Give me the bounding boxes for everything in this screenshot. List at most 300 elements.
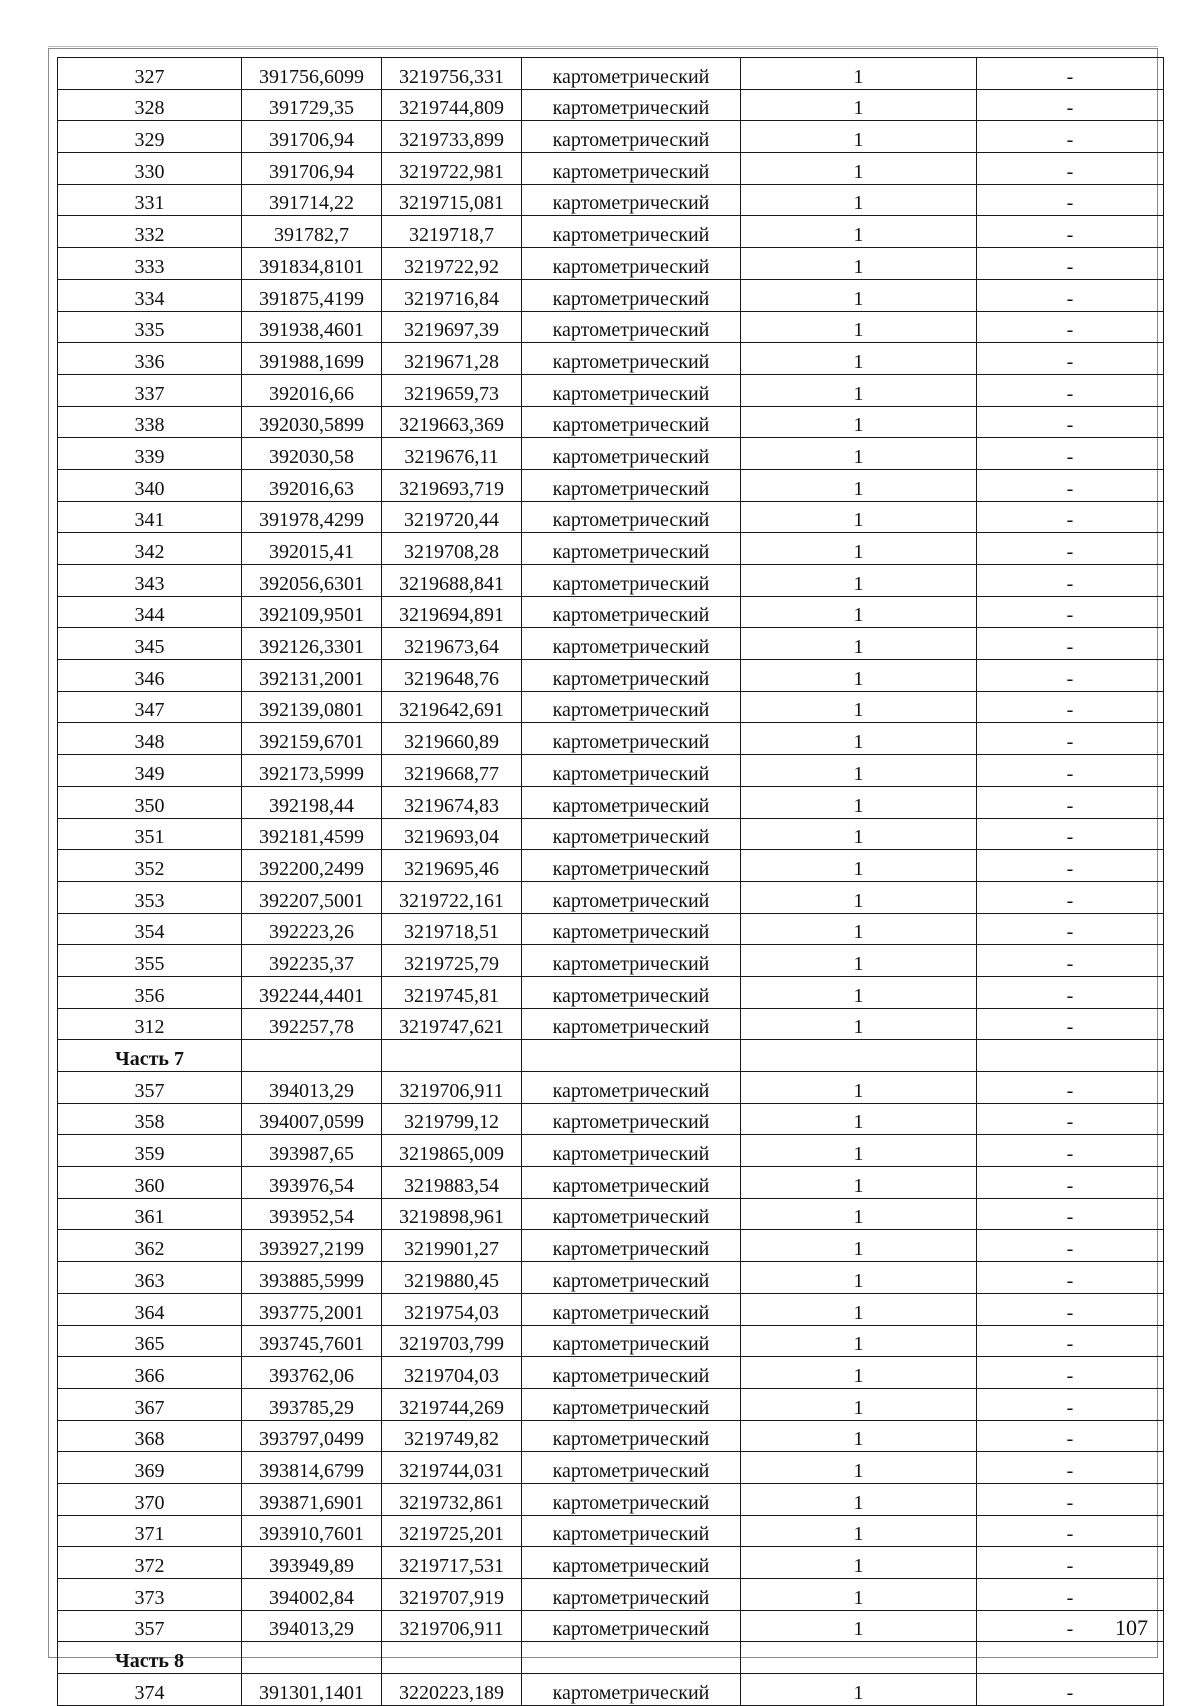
accuracy-cell: 1 bbox=[741, 279, 977, 311]
note-cell: - bbox=[977, 469, 1164, 501]
accuracy-cell: 1 bbox=[741, 1452, 977, 1484]
accuracy-cell: 1 bbox=[741, 755, 977, 787]
x-coordinate-cell: 392139,0801 bbox=[242, 691, 382, 723]
table-row bbox=[58, 1610, 1164, 1642]
note-cell: - bbox=[977, 279, 1164, 311]
note-cell: - bbox=[977, 1483, 1164, 1515]
method-cell: картометрический bbox=[522, 469, 741, 501]
y-coordinate-cell: 3219880,45 bbox=[382, 1262, 522, 1294]
method-cell: картометрический bbox=[522, 121, 741, 153]
x-coordinate-cell: 392244,4401 bbox=[242, 976, 382, 1008]
x-coordinate-cell: 392109,9501 bbox=[242, 596, 382, 628]
method-cell: картометрический bbox=[522, 374, 741, 406]
accuracy-cell: 1 bbox=[741, 565, 977, 597]
method-cell: картометрический bbox=[522, 311, 741, 343]
table-row bbox=[58, 58, 1164, 90]
table-row bbox=[58, 1452, 1164, 1484]
point-number-cell: 330 bbox=[58, 153, 242, 185]
point-number-cell: 339 bbox=[58, 438, 242, 470]
point-number-cell: 334 bbox=[58, 279, 242, 311]
note-cell: - bbox=[977, 1547, 1164, 1579]
y-coordinate-cell: 3219754,03 bbox=[382, 1293, 522, 1325]
empty-cell bbox=[242, 1642, 382, 1674]
y-coordinate-cell: 3219715,081 bbox=[382, 184, 522, 216]
method-cell: картометрический bbox=[522, 89, 741, 121]
y-coordinate-cell: 3219718,51 bbox=[382, 913, 522, 945]
accuracy-cell: 1 bbox=[741, 1357, 977, 1389]
method-cell: картометрический bbox=[522, 533, 741, 565]
y-coordinate-cell: 3219693,719 bbox=[382, 469, 522, 501]
method-cell: картометрический bbox=[522, 1388, 741, 1420]
y-coordinate-cell: 3219749,82 bbox=[382, 1420, 522, 1452]
y-coordinate-cell: 3219707,919 bbox=[382, 1579, 522, 1611]
note-cell: - bbox=[977, 58, 1164, 90]
x-coordinate-cell: 392016,66 bbox=[242, 374, 382, 406]
method-cell: картометрический bbox=[522, 343, 741, 375]
table-row bbox=[58, 818, 1164, 850]
x-coordinate-cell: 391706,94 bbox=[242, 153, 382, 185]
point-number-cell: 354 bbox=[58, 913, 242, 945]
table-row bbox=[58, 628, 1164, 660]
point-number-cell: 364 bbox=[58, 1293, 242, 1325]
y-coordinate-cell: 3219704,03 bbox=[382, 1357, 522, 1389]
method-cell: картометрический bbox=[522, 1135, 741, 1167]
point-number-cell: 367 bbox=[58, 1388, 242, 1420]
point-number-cell: 359 bbox=[58, 1135, 242, 1167]
point-number-cell: 371 bbox=[58, 1515, 242, 1547]
x-coordinate-cell: 391714,22 bbox=[242, 184, 382, 216]
note-cell: - bbox=[977, 976, 1164, 1008]
point-number-cell: 343 bbox=[58, 565, 242, 597]
table-row bbox=[58, 1674, 1164, 1706]
point-number-cell: 362 bbox=[58, 1230, 242, 1262]
table-row bbox=[58, 248, 1164, 280]
table-row bbox=[58, 1293, 1164, 1325]
method-cell: картометрический bbox=[522, 501, 741, 533]
table-row bbox=[58, 1135, 1164, 1167]
note-cell: - bbox=[977, 343, 1164, 375]
method-cell: картометрический bbox=[522, 1674, 741, 1706]
accuracy-cell: 1 bbox=[741, 1547, 977, 1579]
y-coordinate-cell: 3219648,76 bbox=[382, 660, 522, 692]
note-cell: - bbox=[977, 216, 1164, 248]
x-coordinate-cell: 394002,84 bbox=[242, 1579, 382, 1611]
table-row bbox=[58, 311, 1164, 343]
note-cell: - bbox=[977, 945, 1164, 977]
note-cell: - bbox=[977, 1388, 1164, 1420]
point-number-cell: 340 bbox=[58, 469, 242, 501]
method-cell: картометрический bbox=[522, 1167, 741, 1199]
y-coordinate-cell: 3219642,691 bbox=[382, 691, 522, 723]
method-cell: картометрический bbox=[522, 1579, 741, 1611]
point-number-cell: 345 bbox=[58, 628, 242, 660]
method-cell: картометрический bbox=[522, 406, 741, 438]
note-cell: - bbox=[977, 1515, 1164, 1547]
accuracy-cell: 1 bbox=[741, 945, 977, 977]
note-cell: - bbox=[977, 121, 1164, 153]
y-coordinate-cell: 3219706,911 bbox=[382, 1072, 522, 1104]
table-row bbox=[58, 976, 1164, 1008]
y-coordinate-cell: 3219663,369 bbox=[382, 406, 522, 438]
y-coordinate-cell: 3219732,861 bbox=[382, 1483, 522, 1515]
point-number-cell: 365 bbox=[58, 1325, 242, 1357]
table-row bbox=[58, 755, 1164, 787]
empty-cell bbox=[741, 1040, 977, 1072]
note-cell: - bbox=[977, 1230, 1164, 1262]
table-row bbox=[58, 660, 1164, 692]
table-row bbox=[58, 1547, 1164, 1579]
method-cell: картометрический bbox=[522, 1515, 741, 1547]
accuracy-cell: 1 bbox=[741, 1515, 977, 1547]
method-cell: картометрический bbox=[522, 184, 741, 216]
point-number-cell: 356 bbox=[58, 976, 242, 1008]
x-coordinate-cell: 391834,8101 bbox=[242, 248, 382, 280]
x-coordinate-cell: 391875,4199 bbox=[242, 279, 382, 311]
table-row bbox=[58, 723, 1164, 755]
note-cell: - bbox=[977, 311, 1164, 343]
table-row bbox=[58, 438, 1164, 470]
note-cell: - bbox=[977, 850, 1164, 882]
point-number-cell: 347 bbox=[58, 691, 242, 723]
x-coordinate-cell: 392207,5001 bbox=[242, 881, 382, 913]
y-coordinate-cell: 3219717,531 bbox=[382, 1547, 522, 1579]
x-coordinate-cell: 391988,1699 bbox=[242, 343, 382, 375]
x-coordinate-cell: 391729,35 bbox=[242, 89, 382, 121]
table-row bbox=[58, 501, 1164, 533]
y-coordinate-cell: 3219695,46 bbox=[382, 850, 522, 882]
y-coordinate-cell: 3219865,009 bbox=[382, 1135, 522, 1167]
y-coordinate-cell: 3219706,911 bbox=[382, 1610, 522, 1642]
y-coordinate-cell: 3219693,04 bbox=[382, 818, 522, 850]
accuracy-cell: 1 bbox=[741, 89, 977, 121]
point-number-cell: 369 bbox=[58, 1452, 242, 1484]
y-coordinate-cell: 3219668,77 bbox=[382, 755, 522, 787]
accuracy-cell: 1 bbox=[741, 1579, 977, 1611]
empty-cell bbox=[741, 1642, 977, 1674]
x-coordinate-cell: 393797,0499 bbox=[242, 1420, 382, 1452]
method-cell: картометрический bbox=[522, 1325, 741, 1357]
accuracy-cell: 1 bbox=[741, 818, 977, 850]
table-row bbox=[58, 913, 1164, 945]
method-cell: картометрический bbox=[522, 755, 741, 787]
y-coordinate-cell: 3219720,44 bbox=[382, 501, 522, 533]
x-coordinate-cell: 393762,06 bbox=[242, 1357, 382, 1389]
point-number-cell: 335 bbox=[58, 311, 242, 343]
accuracy-cell: 1 bbox=[741, 153, 977, 185]
method-cell: картометрический bbox=[522, 850, 741, 882]
table-row bbox=[58, 850, 1164, 882]
accuracy-cell: 1 bbox=[741, 850, 977, 882]
method-cell: картометрический bbox=[522, 216, 741, 248]
point-number-cell: 328 bbox=[58, 89, 242, 121]
x-coordinate-cell: 392015,41 bbox=[242, 533, 382, 565]
note-cell: - bbox=[977, 1072, 1164, 1104]
table-row bbox=[58, 406, 1164, 438]
x-coordinate-cell: 392223,26 bbox=[242, 913, 382, 945]
note-cell: - bbox=[977, 1579, 1164, 1611]
accuracy-cell: 1 bbox=[741, 1103, 977, 1135]
point-number-cell: 368 bbox=[58, 1420, 242, 1452]
table-row bbox=[58, 565, 1164, 597]
empty-cell bbox=[522, 1040, 741, 1072]
table-row bbox=[58, 1388, 1164, 1420]
note-cell: - bbox=[977, 184, 1164, 216]
empty-cell bbox=[977, 1040, 1164, 1072]
point-number-cell: 348 bbox=[58, 723, 242, 755]
empty-cell bbox=[522, 1642, 741, 1674]
x-coordinate-cell: 392181,4599 bbox=[242, 818, 382, 850]
y-coordinate-cell: 3219722,981 bbox=[382, 153, 522, 185]
point-number-cell: 351 bbox=[58, 818, 242, 850]
y-coordinate-cell: 3219671,28 bbox=[382, 343, 522, 375]
accuracy-cell: 1 bbox=[741, 628, 977, 660]
point-number-cell: 357 bbox=[58, 1610, 242, 1642]
point-number-cell: 312 bbox=[58, 1008, 242, 1040]
point-number-cell: 333 bbox=[58, 248, 242, 280]
accuracy-cell: 1 bbox=[741, 596, 977, 628]
method-cell: картометрический bbox=[522, 153, 741, 185]
accuracy-cell: 1 bbox=[741, 1262, 977, 1294]
x-coordinate-cell: 391938,4601 bbox=[242, 311, 382, 343]
empty-cell bbox=[382, 1642, 522, 1674]
note-cell: - bbox=[977, 1357, 1164, 1389]
point-number-cell: 357 bbox=[58, 1072, 242, 1104]
method-cell: картометрический bbox=[522, 945, 741, 977]
accuracy-cell: 1 bbox=[741, 913, 977, 945]
x-coordinate-cell: 391756,6099 bbox=[242, 58, 382, 90]
accuracy-cell: 1 bbox=[741, 216, 977, 248]
x-coordinate-cell: 393871,6901 bbox=[242, 1483, 382, 1515]
accuracy-cell: 1 bbox=[741, 1388, 977, 1420]
note-cell: - bbox=[977, 1325, 1164, 1357]
point-number-cell: 355 bbox=[58, 945, 242, 977]
method-cell: картометрический bbox=[522, 786, 741, 818]
table-row bbox=[58, 89, 1164, 121]
x-coordinate-cell: 391782,7 bbox=[242, 216, 382, 248]
y-coordinate-cell: 3219688,841 bbox=[382, 565, 522, 597]
accuracy-cell: 1 bbox=[741, 343, 977, 375]
method-cell: картометрический bbox=[522, 976, 741, 1008]
empty-cell bbox=[242, 1040, 382, 1072]
x-coordinate-cell: 391706,94 bbox=[242, 121, 382, 153]
accuracy-cell: 1 bbox=[741, 723, 977, 755]
y-coordinate-cell: 3219756,331 bbox=[382, 58, 522, 90]
note-cell: - bbox=[977, 1167, 1164, 1199]
note-cell: - bbox=[977, 1293, 1164, 1325]
coordinates-table bbox=[57, 57, 1164, 1706]
y-coordinate-cell: 3220223,189 bbox=[382, 1674, 522, 1706]
table-row bbox=[58, 184, 1164, 216]
method-cell: картометрический bbox=[522, 1547, 741, 1579]
table-row bbox=[58, 1515, 1164, 1547]
accuracy-cell: 1 bbox=[741, 406, 977, 438]
accuracy-cell: 1 bbox=[741, 1072, 977, 1104]
accuracy-cell: 1 bbox=[741, 976, 977, 1008]
method-cell: картометрический bbox=[522, 818, 741, 850]
accuracy-cell: 1 bbox=[741, 1230, 977, 1262]
note-cell: - bbox=[977, 501, 1164, 533]
method-cell: картометрический bbox=[522, 1610, 741, 1642]
y-coordinate-cell: 3219674,83 bbox=[382, 786, 522, 818]
table-row bbox=[58, 153, 1164, 185]
table-row bbox=[58, 533, 1164, 565]
note-cell: - bbox=[977, 1198, 1164, 1230]
table-row bbox=[58, 1103, 1164, 1135]
note-cell: - bbox=[977, 786, 1164, 818]
accuracy-cell: 1 bbox=[741, 1293, 977, 1325]
note-cell: - bbox=[977, 691, 1164, 723]
point-number-cell: 363 bbox=[58, 1262, 242, 1294]
accuracy-cell: 1 bbox=[741, 1325, 977, 1357]
method-cell: картометрический bbox=[522, 1008, 741, 1040]
note-cell: - bbox=[977, 1452, 1164, 1484]
method-cell: картометрический bbox=[522, 1103, 741, 1135]
part-heading-row bbox=[58, 1040, 1164, 1072]
method-cell: картометрический bbox=[522, 279, 741, 311]
x-coordinate-cell: 392235,37 bbox=[242, 945, 382, 977]
method-cell: картометрический bbox=[522, 1230, 741, 1262]
part-label: Часть 8 bbox=[58, 1642, 242, 1674]
method-cell: картометрический bbox=[522, 565, 741, 597]
accuracy-cell: 1 bbox=[741, 660, 977, 692]
point-number-cell: 360 bbox=[58, 1167, 242, 1199]
accuracy-cell: 1 bbox=[741, 1610, 977, 1642]
note-cell: - bbox=[977, 881, 1164, 913]
y-coordinate-cell: 3219744,031 bbox=[382, 1452, 522, 1484]
method-cell: картометрический bbox=[522, 248, 741, 280]
coordinates-table-body bbox=[58, 58, 1164, 1706]
point-number-cell: 344 bbox=[58, 596, 242, 628]
point-number-cell: 336 bbox=[58, 343, 242, 375]
table-row bbox=[58, 1072, 1164, 1104]
table-row bbox=[58, 1008, 1164, 1040]
x-coordinate-cell: 393987,65 bbox=[242, 1135, 382, 1167]
table-row bbox=[58, 945, 1164, 977]
accuracy-cell: 1 bbox=[741, 121, 977, 153]
method-cell: картометрический bbox=[522, 1293, 741, 1325]
note-cell: - bbox=[977, 1135, 1164, 1167]
method-cell: картометрический bbox=[522, 58, 741, 90]
point-number-cell: 370 bbox=[58, 1483, 242, 1515]
note-cell: - bbox=[977, 406, 1164, 438]
accuracy-cell: 1 bbox=[741, 311, 977, 343]
x-coordinate-cell: 392159,6701 bbox=[242, 723, 382, 755]
y-coordinate-cell: 3219697,39 bbox=[382, 311, 522, 343]
note-cell: - bbox=[977, 755, 1164, 787]
accuracy-cell: 1 bbox=[741, 1198, 977, 1230]
accuracy-cell: 1 bbox=[741, 1135, 977, 1167]
page-number: 107 bbox=[1115, 1615, 1148, 1640]
part-heading-row bbox=[58, 1642, 1164, 1674]
method-cell: картометрический bbox=[522, 596, 741, 628]
y-coordinate-cell: 3219716,84 bbox=[382, 279, 522, 311]
accuracy-cell: 1 bbox=[741, 1167, 977, 1199]
table-row bbox=[58, 1198, 1164, 1230]
method-cell: картометрический bbox=[522, 881, 741, 913]
note-cell: - bbox=[977, 723, 1164, 755]
y-coordinate-cell: 3219676,11 bbox=[382, 438, 522, 470]
table-row bbox=[58, 374, 1164, 406]
y-coordinate-cell: 3219718,7 bbox=[382, 216, 522, 248]
y-coordinate-cell: 3219722,161 bbox=[382, 881, 522, 913]
accuracy-cell: 1 bbox=[741, 58, 977, 90]
table-row bbox=[58, 1325, 1164, 1357]
accuracy-cell: 1 bbox=[741, 786, 977, 818]
table-row bbox=[58, 1262, 1164, 1294]
note-cell: - bbox=[977, 153, 1164, 185]
x-coordinate-cell: 393927,2199 bbox=[242, 1230, 382, 1262]
accuracy-cell: 1 bbox=[741, 184, 977, 216]
point-number-cell: 327 bbox=[58, 58, 242, 90]
x-coordinate-cell: 392030,58 bbox=[242, 438, 382, 470]
method-cell: картометрический bbox=[522, 660, 741, 692]
note-cell: - bbox=[977, 1610, 1164, 1642]
note-cell: - bbox=[977, 1674, 1164, 1706]
point-number-cell: 342 bbox=[58, 533, 242, 565]
y-coordinate-cell: 3219898,961 bbox=[382, 1198, 522, 1230]
x-coordinate-cell: 393745,7601 bbox=[242, 1325, 382, 1357]
point-number-cell: 374 bbox=[58, 1674, 242, 1706]
method-cell: картометрический bbox=[522, 1357, 741, 1389]
method-cell: картометрический bbox=[522, 1198, 741, 1230]
note-cell: - bbox=[977, 660, 1164, 692]
x-coordinate-cell: 392131,2001 bbox=[242, 660, 382, 692]
point-number-cell: 346 bbox=[58, 660, 242, 692]
point-number-cell: 350 bbox=[58, 786, 242, 818]
x-coordinate-cell: 393952,54 bbox=[242, 1198, 382, 1230]
note-cell: - bbox=[977, 565, 1164, 597]
point-number-cell: 338 bbox=[58, 406, 242, 438]
table-row bbox=[58, 469, 1164, 501]
y-coordinate-cell: 3219745,81 bbox=[382, 976, 522, 1008]
point-number-cell: 329 bbox=[58, 121, 242, 153]
table-row bbox=[58, 596, 1164, 628]
note-cell: - bbox=[977, 533, 1164, 565]
x-coordinate-cell: 393785,29 bbox=[242, 1388, 382, 1420]
point-number-cell: 372 bbox=[58, 1547, 242, 1579]
y-coordinate-cell: 3219708,28 bbox=[382, 533, 522, 565]
y-coordinate-cell: 3219744,809 bbox=[382, 89, 522, 121]
x-coordinate-cell: 391978,4299 bbox=[242, 501, 382, 533]
table-row bbox=[58, 216, 1164, 248]
x-coordinate-cell: 393949,89 bbox=[242, 1547, 382, 1579]
point-number-cell: 361 bbox=[58, 1198, 242, 1230]
method-cell: картометрический bbox=[522, 1262, 741, 1294]
table-row bbox=[58, 121, 1164, 153]
y-coordinate-cell: 3219660,89 bbox=[382, 723, 522, 755]
y-coordinate-cell: 3219725,79 bbox=[382, 945, 522, 977]
note-cell: - bbox=[977, 374, 1164, 406]
note-cell: - bbox=[977, 913, 1164, 945]
y-coordinate-cell: 3219673,64 bbox=[382, 628, 522, 660]
empty-cell bbox=[977, 1642, 1164, 1674]
method-cell: картометрический bbox=[522, 628, 741, 660]
point-number-cell: 352 bbox=[58, 850, 242, 882]
y-coordinate-cell: 3219901,27 bbox=[382, 1230, 522, 1262]
accuracy-cell: 1 bbox=[741, 533, 977, 565]
x-coordinate-cell: 392198,44 bbox=[242, 786, 382, 818]
accuracy-cell: 1 bbox=[741, 438, 977, 470]
x-coordinate-cell: 392030,5899 bbox=[242, 406, 382, 438]
note-cell: - bbox=[977, 818, 1164, 850]
accuracy-cell: 1 bbox=[741, 374, 977, 406]
method-cell: картометрический bbox=[522, 1452, 741, 1484]
y-coordinate-cell: 3219747,621 bbox=[382, 1008, 522, 1040]
note-cell: - bbox=[977, 628, 1164, 660]
table-row bbox=[58, 1420, 1164, 1452]
accuracy-cell: 1 bbox=[741, 1483, 977, 1515]
y-coordinate-cell: 3219733,899 bbox=[382, 121, 522, 153]
